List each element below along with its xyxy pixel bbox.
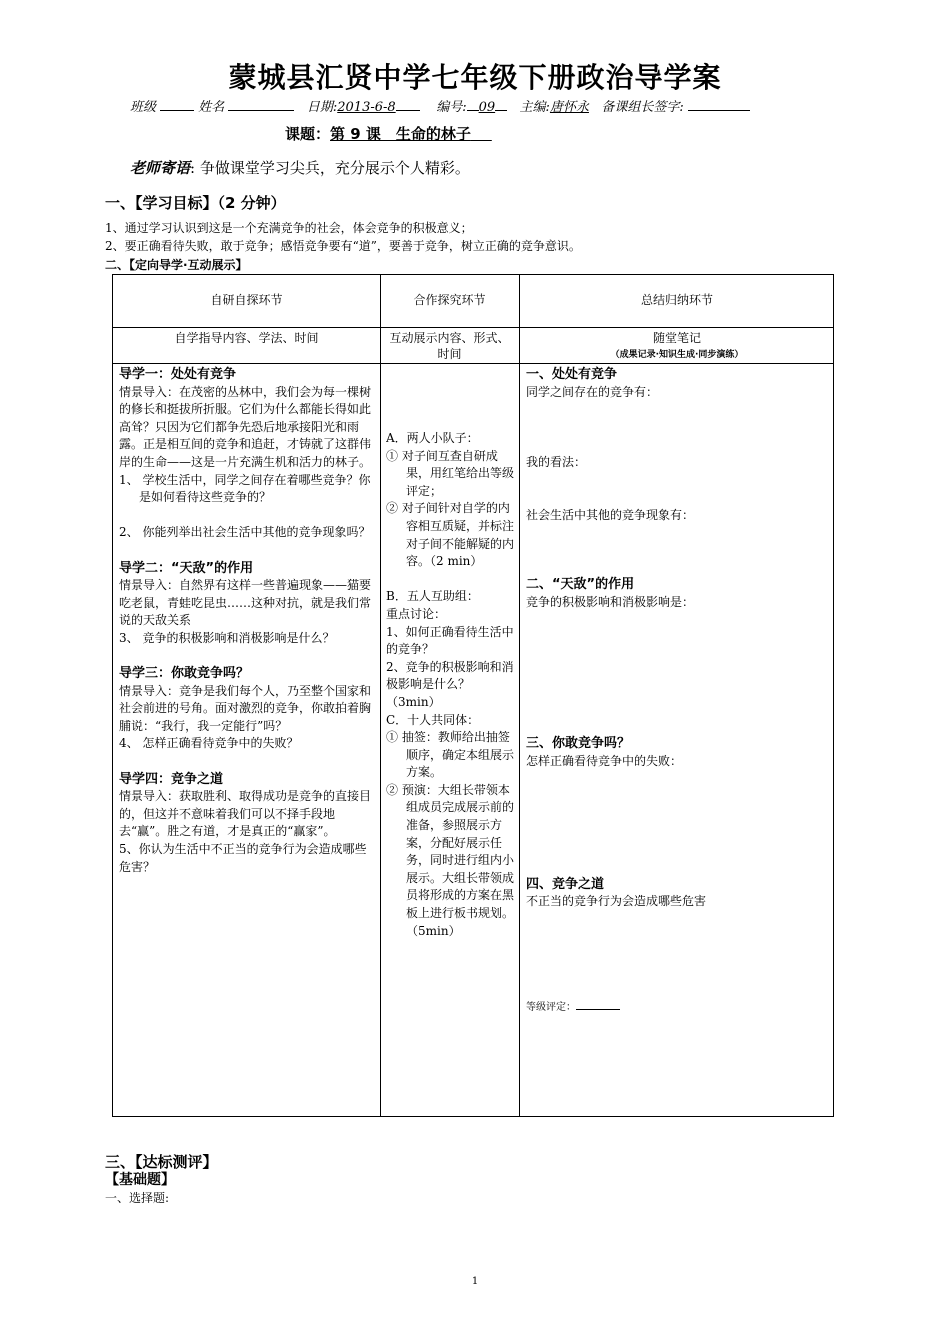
group-a-item-2: ② 对子间针对自学的内容相互质疑，并标注对子间不能解疑的内容。（2 min）: [386, 501, 515, 569]
table-header-cooperation: 合作探究环节: [413, 293, 486, 307]
notes-my-opinion: 我的看法：: [526, 455, 587, 469]
table-row-divider-2: [113, 363, 833, 364]
table-col-divider-1: [380, 275, 381, 1116]
notes-section-2-title: 二、“天敌”的作用: [526, 577, 635, 592]
guide-2-title: 导学二：“天敌”的作用: [119, 560, 254, 576]
group-c-title: C．十人共同体：: [386, 712, 480, 727]
objective-item-1: 1、通过学习认识到这是一个充满竞争的社会，体会竞争的积极意义；: [105, 221, 473, 235]
grade-evaluation: [526, 999, 620, 1017]
group-a-title: A．两人小队子：: [386, 431, 479, 445]
table-subheader-note-detail: （成果记录·知识生成·同步演练）: [610, 350, 744, 360]
group-b-item-1: 1、如何正确看待生活中的竞争？: [386, 624, 514, 657]
notes-failure: 怎样正确看待竞争中的失败：: [526, 754, 683, 768]
question-4: 4、 怎样正确看待竞争中的失败？: [119, 736, 299, 751]
editor-label: 主编:: [519, 100, 550, 115]
section3-heading: 三、【达标测评】: [105, 1153, 218, 1171]
notes-section-3-title: 三、你敢竞争吗？: [526, 736, 631, 751]
date-value: 2013-6-8: [337, 100, 396, 115]
guide-3-title: 导学三：你敢竞争吗？: [119, 666, 250, 682]
guide-4-intro: 情景导入：获取胜利、取得成功是竞争的直接目的，但这并不意味着我们可以不择手段地去“赢”。胜之有道，才是真正的“赢家”。: [119, 789, 372, 839]
lesson-label: 课题：: [285, 125, 331, 143]
self-study-column: [119, 366, 376, 1111]
sign-label: 备课组长签字:: [601, 100, 684, 115]
group-c-item-2: ② 预演：大组长带领本组成员完成展示前的准备，参照展示方案，分配好展示任务，同时进行组内小展示。大组长带领成员将形成的方案在黑板上进行板书规划。（5min）: [386, 782, 515, 938]
objective-item-2: 2、要正确看待失败，敢于竞争；感悟竞争要有“道”，要善于竞争，树立正确的竞争意识。: [105, 239, 581, 253]
section1-heading: 一、【学习目标】（2 分钟）: [105, 194, 286, 212]
guide-1-intro: 情景导入：在茂密的丛林中，我们会为每一棵树的修长和挺拔所折服。它们为什么都能长得如此高耸？只因为它们都争先恐后地承接阳光和雨露。正是相互间的竞争和追赶，才铸就了这群伟岸的生命——这是一片充满生机和活力的林子。: [119, 384, 372, 469]
question-5: 5、你认为生活中不正当的竞争行为会造成哪些危害？: [119, 842, 367, 874]
class-blank: [160, 99, 194, 111]
guide-1-title: 导学一：处处有竞争: [119, 367, 237, 382]
grade-blank: [576, 1000, 620, 1010]
motto-text: : 争做课堂学习尖兵，充分展示个人精彩。: [190, 159, 470, 177]
motto-label: 老师寄语: [130, 159, 191, 177]
notes-column: [526, 366, 826, 1111]
number-blank-left: [467, 99, 479, 111]
group-b-focus: 重点讨论：: [386, 606, 447, 621]
date-label: 日期:: [306, 100, 338, 115]
page-title: 蒙城县汇贤中学七年级下册政治导学案: [228, 61, 722, 94]
notes-unfair-competition: 不正当的竞争行为会造成哪些危害: [526, 894, 707, 908]
number-blank-right: [495, 99, 507, 111]
question-1: 1、 学校生活中，同学之间存在着哪些竞争？你是如何看待这些竞争的？: [119, 472, 371, 505]
group-c-item-1: ① 抽签：教师给出抽签顺序，确定本组展示方案。: [386, 730, 515, 780]
table-header-self-study: 自研自探环节: [210, 293, 283, 307]
group-b-item-2: 2、竞争的积极影响和消极影响是什么？（3min）: [386, 659, 514, 709]
question-2: 2、 你能列举出社会生活中其他的竞争现象吗？: [119, 525, 371, 540]
name-blank: [228, 99, 294, 111]
guide-2-intro: 情景导入：自然界有这样一些普遍现象——猫要吃老鼠，青蛙吃昆虫……这种对抗，就是我们常说的天敌关系: [119, 578, 372, 628]
multiple-choice-heading: 一、选择题:: [105, 1191, 170, 1205]
guide-table: [112, 274, 834, 1117]
editor-value: 唐怀永: [549, 100, 589, 115]
notes-section-1-title: 一、处处有竞争: [526, 367, 618, 382]
lesson-value: 第 9 课 生命的林子: [330, 125, 471, 143]
class-label: 班级: [130, 100, 157, 115]
page-number: 1: [471, 1276, 479, 1287]
grade-label: 等级评定：: [526, 1002, 576, 1013]
header-meta-line: [130, 99, 750, 116]
table-header-summary: 总结归纳环节: [640, 293, 713, 307]
section2-heading: 二、【定向导学·互动展示】: [105, 258, 248, 272]
table-row-divider-1: [113, 327, 833, 328]
notes-social-competition: 社会生活中其他的竞争现象有：: [526, 508, 695, 522]
sign-blank: [688, 99, 750, 111]
notes-impacts: 竞争的积极影响和消极影响是：: [526, 595, 695, 609]
number-label: 编号:: [436, 100, 467, 115]
table-subheader-cooperation: 互动展示内容、形式、时间: [389, 331, 510, 361]
notes-section-4-title: 四、竞争之道: [526, 877, 605, 892]
teacher-motto: [130, 157, 470, 179]
basic-questions-heading: 【基础题】: [105, 1172, 175, 1188]
name-label: 姓名: [198, 100, 225, 115]
question-3: 3、 竞争的积极影响和消极影响是什么？: [119, 630, 335, 645]
group-a-item-1: ① 对子间互查自研成果，用红笔给出等级评定；: [386, 448, 515, 498]
table-col-divider-2: [519, 275, 520, 1116]
guide-3-intro: 情景导入：竞争是我们每个人，乃至整个国家和社会前进的号角。面对激烈的竞争，你敢拍着胸脯说：“我行，我一定能行”吗？: [119, 683, 372, 733]
table-subheader-self-study: 自学指导内容、学法、时间: [174, 331, 319, 345]
cooperation-column: [386, 430, 516, 1110]
number-value: 09: [478, 100, 496, 115]
group-b-title: B．五人互助组：: [386, 589, 479, 604]
lesson-title: [285, 124, 492, 144]
notes-competition-among-classmates: 同学之间存在的竞争有：: [526, 385, 659, 399]
date-blank: [396, 99, 420, 111]
guide-4-title: 导学四：竞争之道: [119, 771, 224, 787]
table-subheader-notes: 随堂笔记: [652, 331, 701, 345]
